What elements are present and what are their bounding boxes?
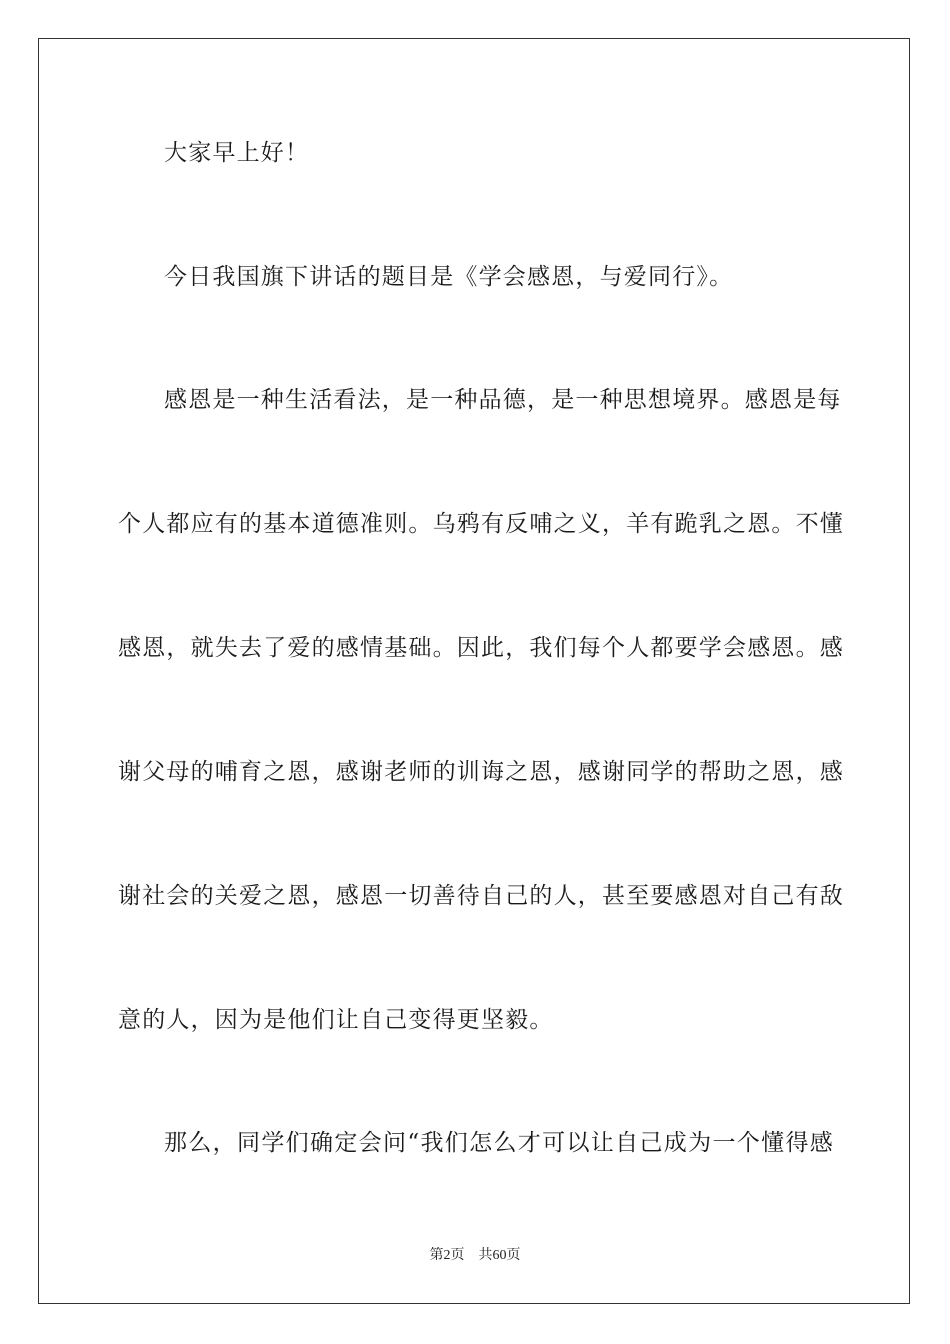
- paragraph-line: 谢社会的关爱之恩，感恩一切善待自己的人，甚至要感恩对自己有敌: [118, 883, 844, 909]
- topic-line: 今日我国旗下讲话的题目是《学会感恩，与爱同行》。: [164, 264, 734, 290]
- page-footer: [0, 1246, 950, 1266]
- page-border: [38, 38, 910, 1304]
- paragraph-line: 那么，同学们确定会问“我们怎么才可以让自己成为一个懂得感: [164, 1130, 834, 1156]
- paragraph-line: 个人都应有的基本道德准则。乌鸦有反哺之义，羊有跪乳之恩。不懂: [118, 511, 844, 537]
- paragraph-line: 感恩，就失去了爱的感情基础。因此，我们每个人都要学会感恩。感: [118, 635, 844, 661]
- greeting-line: 大家早上好！: [164, 140, 310, 166]
- page-total: 共60页: [478, 1248, 521, 1263]
- paragraph-line: 意的人，因为是他们让自己变得更坚毅。: [118, 1007, 554, 1033]
- paragraph-line: 谢父母的哺育之恩，感谢老师的训诲之恩，感谢同学的帮助之恩，感: [118, 759, 844, 785]
- page-number: 第2页: [429, 1248, 465, 1263]
- paragraph-line: 感恩是一种生活看法，是一种品德，是一种思想境界。感恩是每: [164, 387, 842, 413]
